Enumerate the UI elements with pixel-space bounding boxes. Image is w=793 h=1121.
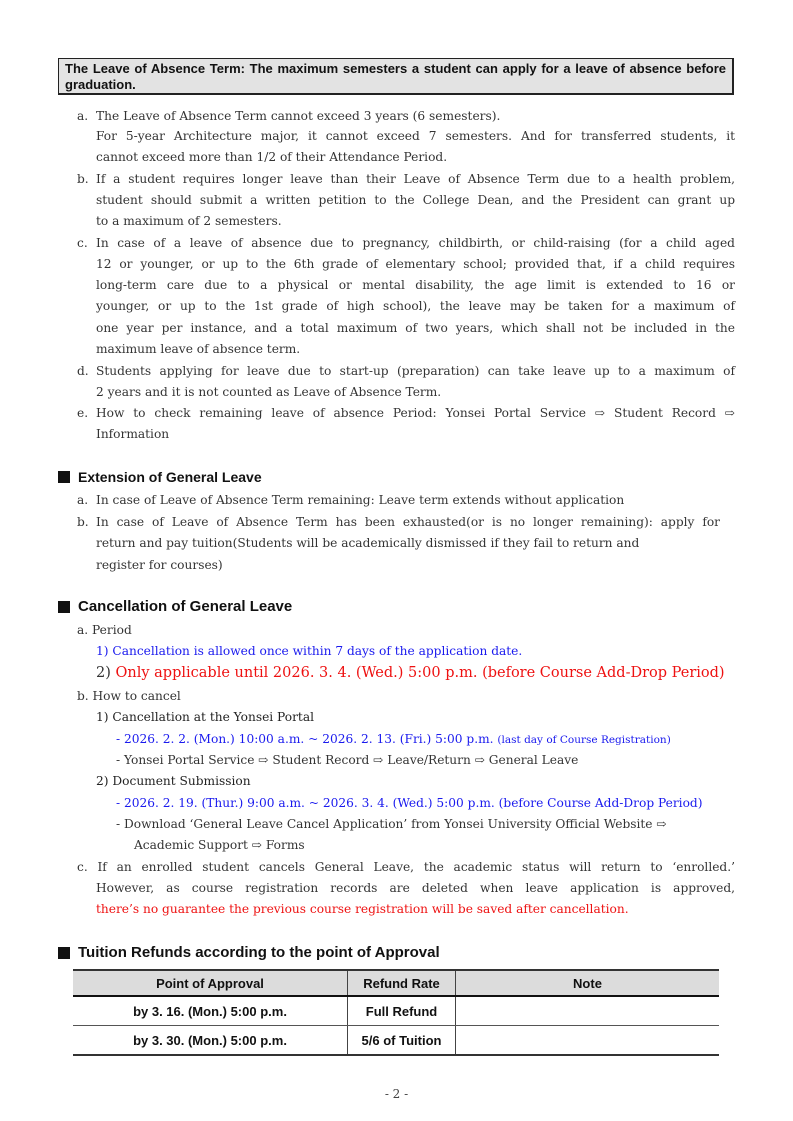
- cell-rate: 5/6 of Tuition: [348, 1026, 456, 1056]
- term-item-c-line1: In case of a leave of absence due to pregnancy, childbirth, or child-raising (for a child aged: [96, 236, 735, 250]
- extension-item-a-line1: In case of Leave of Absence Term remaining: Leave term extends without application: [96, 493, 625, 507]
- square-bullet-icon: [58, 601, 70, 613]
- term-item-a-line1: The Leave of Absence Term cannot exceed 3 years (6 semesters).: [96, 109, 501, 123]
- square-bullet-icon: [58, 947, 70, 959]
- extension-item-b-line3: register for courses): [96, 558, 223, 572]
- term-item-c-marker: c.: [77, 236, 88, 250]
- cell-note: [456, 996, 720, 1026]
- table-row: [73, 996, 719, 1026]
- cancellation-heading-text: Cancellation of General Leave: [78, 598, 293, 615]
- extension-item-a-marker: a.: [77, 493, 89, 507]
- col-point-of-approval: Point of Approval: [73, 970, 348, 996]
- cancel-a2-number: 2): [96, 665, 116, 681]
- term-item-b-marker: b.: [77, 172, 89, 186]
- cancel-a1: 1) Cancellation is allowed once within 7 days of the application date.: [96, 644, 523, 658]
- section-title-box: [58, 58, 734, 95]
- cancel-b1-date-note: (last day of Course Registration): [497, 734, 671, 746]
- table-row: [73, 1026, 719, 1056]
- cancel-c-line1: c. If an enrolled student cancels General Leave, the academic status will return to ‘enrolled.’: [77, 860, 735, 874]
- cancel-c-line2: However, as course registration records are deleted when leave application is approved,: [96, 881, 735, 895]
- col-refund-rate: Refund Rate: [348, 970, 456, 996]
- refund-table-header: [73, 970, 719, 996]
- cancel-b2-date: - 2026. 2. 19. (Thur.) 9:00 a.m. ~ 2026. 3. 4. (Wed.) 5:00 p.m. (before Course Add-Drop Period): [116, 796, 703, 810]
- term-item-c-line4: younger, or up to the 1st grade of high school), the leave may be taken for a maximum of: [96, 299, 735, 313]
- term-item-e-line2: Information: [96, 427, 170, 441]
- refunds-heading-text: Tuition Refunds according to the point of Approval: [78, 944, 440, 961]
- square-bullet-icon: [58, 471, 70, 483]
- term-item-d-line2: 2 years and it is not counted as Leave of Absence Term.: [96, 385, 442, 399]
- cancel-c-line3: there’s no guarantee the previous course registration will be saved after cancellation.: [96, 902, 629, 916]
- section-title: The Leave of Absence Term: The maximum semesters a student can apply for a leave of absence before graduation.: [65, 61, 726, 92]
- cancel-b1-path: - Yonsei Portal Service ⇨ Student Record ⇨ Leave/Return ⇨ General Leave: [116, 753, 579, 767]
- cancellation-heading: [58, 598, 292, 615]
- term-item-c-line6: maximum leave of absence term.: [96, 342, 301, 356]
- term-item-a-marker: a.: [77, 109, 89, 123]
- term-item-b-line2: student should submit a written petition to the College Dean, and the President can grant up: [96, 193, 735, 207]
- cancel-b1-date-text: - 2026. 2. 2. (Mon.) 10:00 a.m. ~ 2026. 2. 13. (Fri.) 5:00 p.m.: [116, 732, 494, 746]
- term-item-d-marker: d.: [77, 364, 89, 378]
- cell-rate: Full Refund: [348, 996, 456, 1026]
- cancel-b2-path2: Academic Support ⇨ Forms: [134, 838, 305, 852]
- cancel-b1-date: [116, 731, 671, 748]
- extension-item-b-marker: b.: [77, 515, 89, 529]
- cell-point: by 3. 16. (Mon.) 5:00 p.m.: [73, 996, 348, 1026]
- cancel-a2: [96, 664, 725, 682]
- extension-item-b-line2: return and pay tuition(Students will be academically dismissed if they fail to return and: [96, 536, 640, 550]
- cancel-b-label: b. How to cancel: [77, 689, 181, 703]
- cancel-b1-title: 1) Cancellation at the Yonsei Portal: [96, 710, 314, 724]
- cancel-b2-path1: - Download ‘General Leave Cancel Application’ from Yonsei University Official Website ⇨: [116, 817, 667, 831]
- term-item-d-line1: Students applying for leave due to start-up (preparation) can take leave up to a maximum of: [96, 364, 735, 378]
- extension-item-b-line1: In case of Leave of Absence Term has been exhausted(or is no longer remaining): apply for: [96, 515, 720, 529]
- term-item-b-line3: to a maximum of 2 semesters.: [96, 214, 282, 228]
- extension-heading: [58, 469, 262, 485]
- term-item-e-line1: How to check remaining leave of absence Period: Yonsei Portal Service ⇨ Student Record ⇨: [96, 406, 735, 420]
- term-item-b-line1: If a student requires longer leave than their Leave of Absence Term due to a health problem,: [96, 172, 735, 186]
- term-item-c-line3: long-term care due to a physical or mental disability, the age limit is extended to 16 or: [96, 278, 735, 292]
- cancel-b2-title: 2) Document Submission: [96, 774, 251, 788]
- page-number: - 2 -: [384, 1087, 409, 1101]
- cancel-a2-text: Only applicable until 2026. 3. 4. (Wed.) 5:00 p.m. (before Course Add-Drop Period): [115, 665, 725, 681]
- cancel-a-label: a. Period: [77, 623, 132, 637]
- term-item-e-marker: e.: [77, 406, 89, 420]
- refund-table: [73, 969, 719, 1056]
- col-note: Note: [456, 970, 720, 996]
- cell-note: [456, 1026, 720, 1056]
- extension-heading-text: Extension of General Leave: [78, 469, 262, 485]
- refunds-heading: [58, 944, 440, 961]
- term-item-a-line2: For 5-year Architecture major, it cannot exceed 7 semesters. And for transferred students, it: [96, 129, 735, 143]
- cell-point: by 3. 30. (Mon.) 5:00 p.m.: [73, 1026, 348, 1056]
- term-item-c-line2: 12 or younger, or up to the 6th grade of elementary school; provided that, if a child requires: [96, 257, 735, 271]
- term-item-a-line3: cannot exceed more than 1/2 of their Attendance Period.: [96, 150, 448, 164]
- term-item-c-line5: one year per instance, and a total maximum of two years, which shall not be included in the: [96, 321, 735, 335]
